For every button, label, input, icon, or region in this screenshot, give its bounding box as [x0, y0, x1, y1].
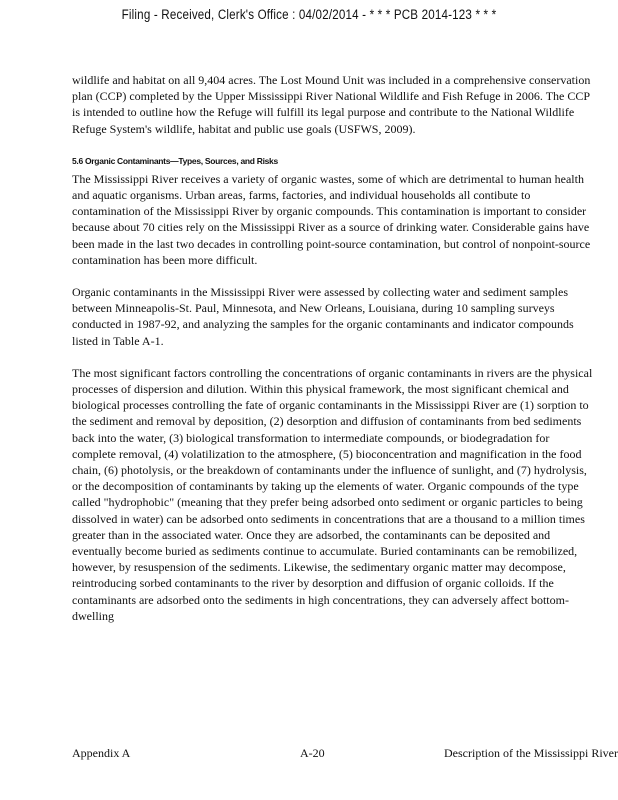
filing-header: Filing - Received, Clerk's Office : 04/02/2014 - * * * PCB 2014-123 * * * [121, 7, 497, 22]
paragraph: The Mississippi River receives a variety of organic wastes, some of which are detrimental to human health and aquatic organisms. Urban areas, farms, factories, and individual households all contibute to contamination of the Mississippi River by organic compounds. This contamination is important to consider because about 70 cities rely on the Mississippi River as a source of drinking water. Considerable gains have been made in the last two decades in controlling point-source contamination, but control of nonpoint-source contamination has been more difficult. [72, 171, 591, 267]
footer-appendix: Appendix A [72, 746, 131, 760]
paragraph: The most significant factors controlling the concentrations of organic contaminants in rivers are the physical processes of dispersion and dilution. Within this physical framework, the most significant chemical and biological processes controlling the fate of organic contaminants in the Mississippi River are (1) sorption to the sediment and removal by deposition, (2) desorption and diffusion of contaminants from bed sediments back into the water, (3) biological transformation to intermediate compounds, or biodegradation for complete removal, (4) volatilization to the atmosphere, (5) bioconcentration and magnification in the food chain, (6) photolysis, or the breakdown of contaminants under the influence of sunlight, and (7) hydrolysis, or the decomposition of contaminants by taking up the elements of water. Organic compounds of the type called "hydrophobic" (meaning that they prefer being adsorbed onto sediment or organic particles to being dissolved in water) can be adsorbed onto sediments in concentrations that are a thousand to a million times greater than in the associated water. Once they are adsorbed, the contaminants can be deposited and eventually become buried as sediments continue to accumulate. Buried contaminants can be remobilized, however, by resuspension of the sediments. Likewise, the sedimentary organic matter may decompose, reintroducing sorbed contaminants to the river by desorption and diffusion of organic colloids. If the contaminants are adsorbed onto the sediments in high concentrations, they can adversely affect bottom-dwelling [72, 365, 593, 623]
section-heading: 5.6 Organic Contaminants—Types, Sources, and Risks [72, 155, 278, 166]
page-content [72, 72, 596, 624]
paragraph: Organic contaminants in the Mississippi River were assessed by collecting water and sediment samples between Minneapolis-St. Paul, Minnesota, and New Orleans, Louisiana, during 10 sampling surveys conducted in 1987-92, and analyzing the samples for the organic contaminants and indicator compounds listed in Table A-1. [72, 285, 574, 348]
footer-title: Description of the Mississippi River [444, 746, 618, 760]
footer-page-number: A-20 [300, 746, 325, 760]
paragraph-intro: wildlife and habitat on all 9,404 acres. The Lost Mound Unit was included in a comprehensive conservation plan (CCP) completed by the Upper Mississippi River National Wildlife and Fish Refuge in 2006. The CCP is intended to outline how the Refuge will fulfill its legal purpose and contribute to the National Wildlife Refuge System's wildlife, habitat and public use goals (USFWS, 2009). [72, 73, 591, 136]
